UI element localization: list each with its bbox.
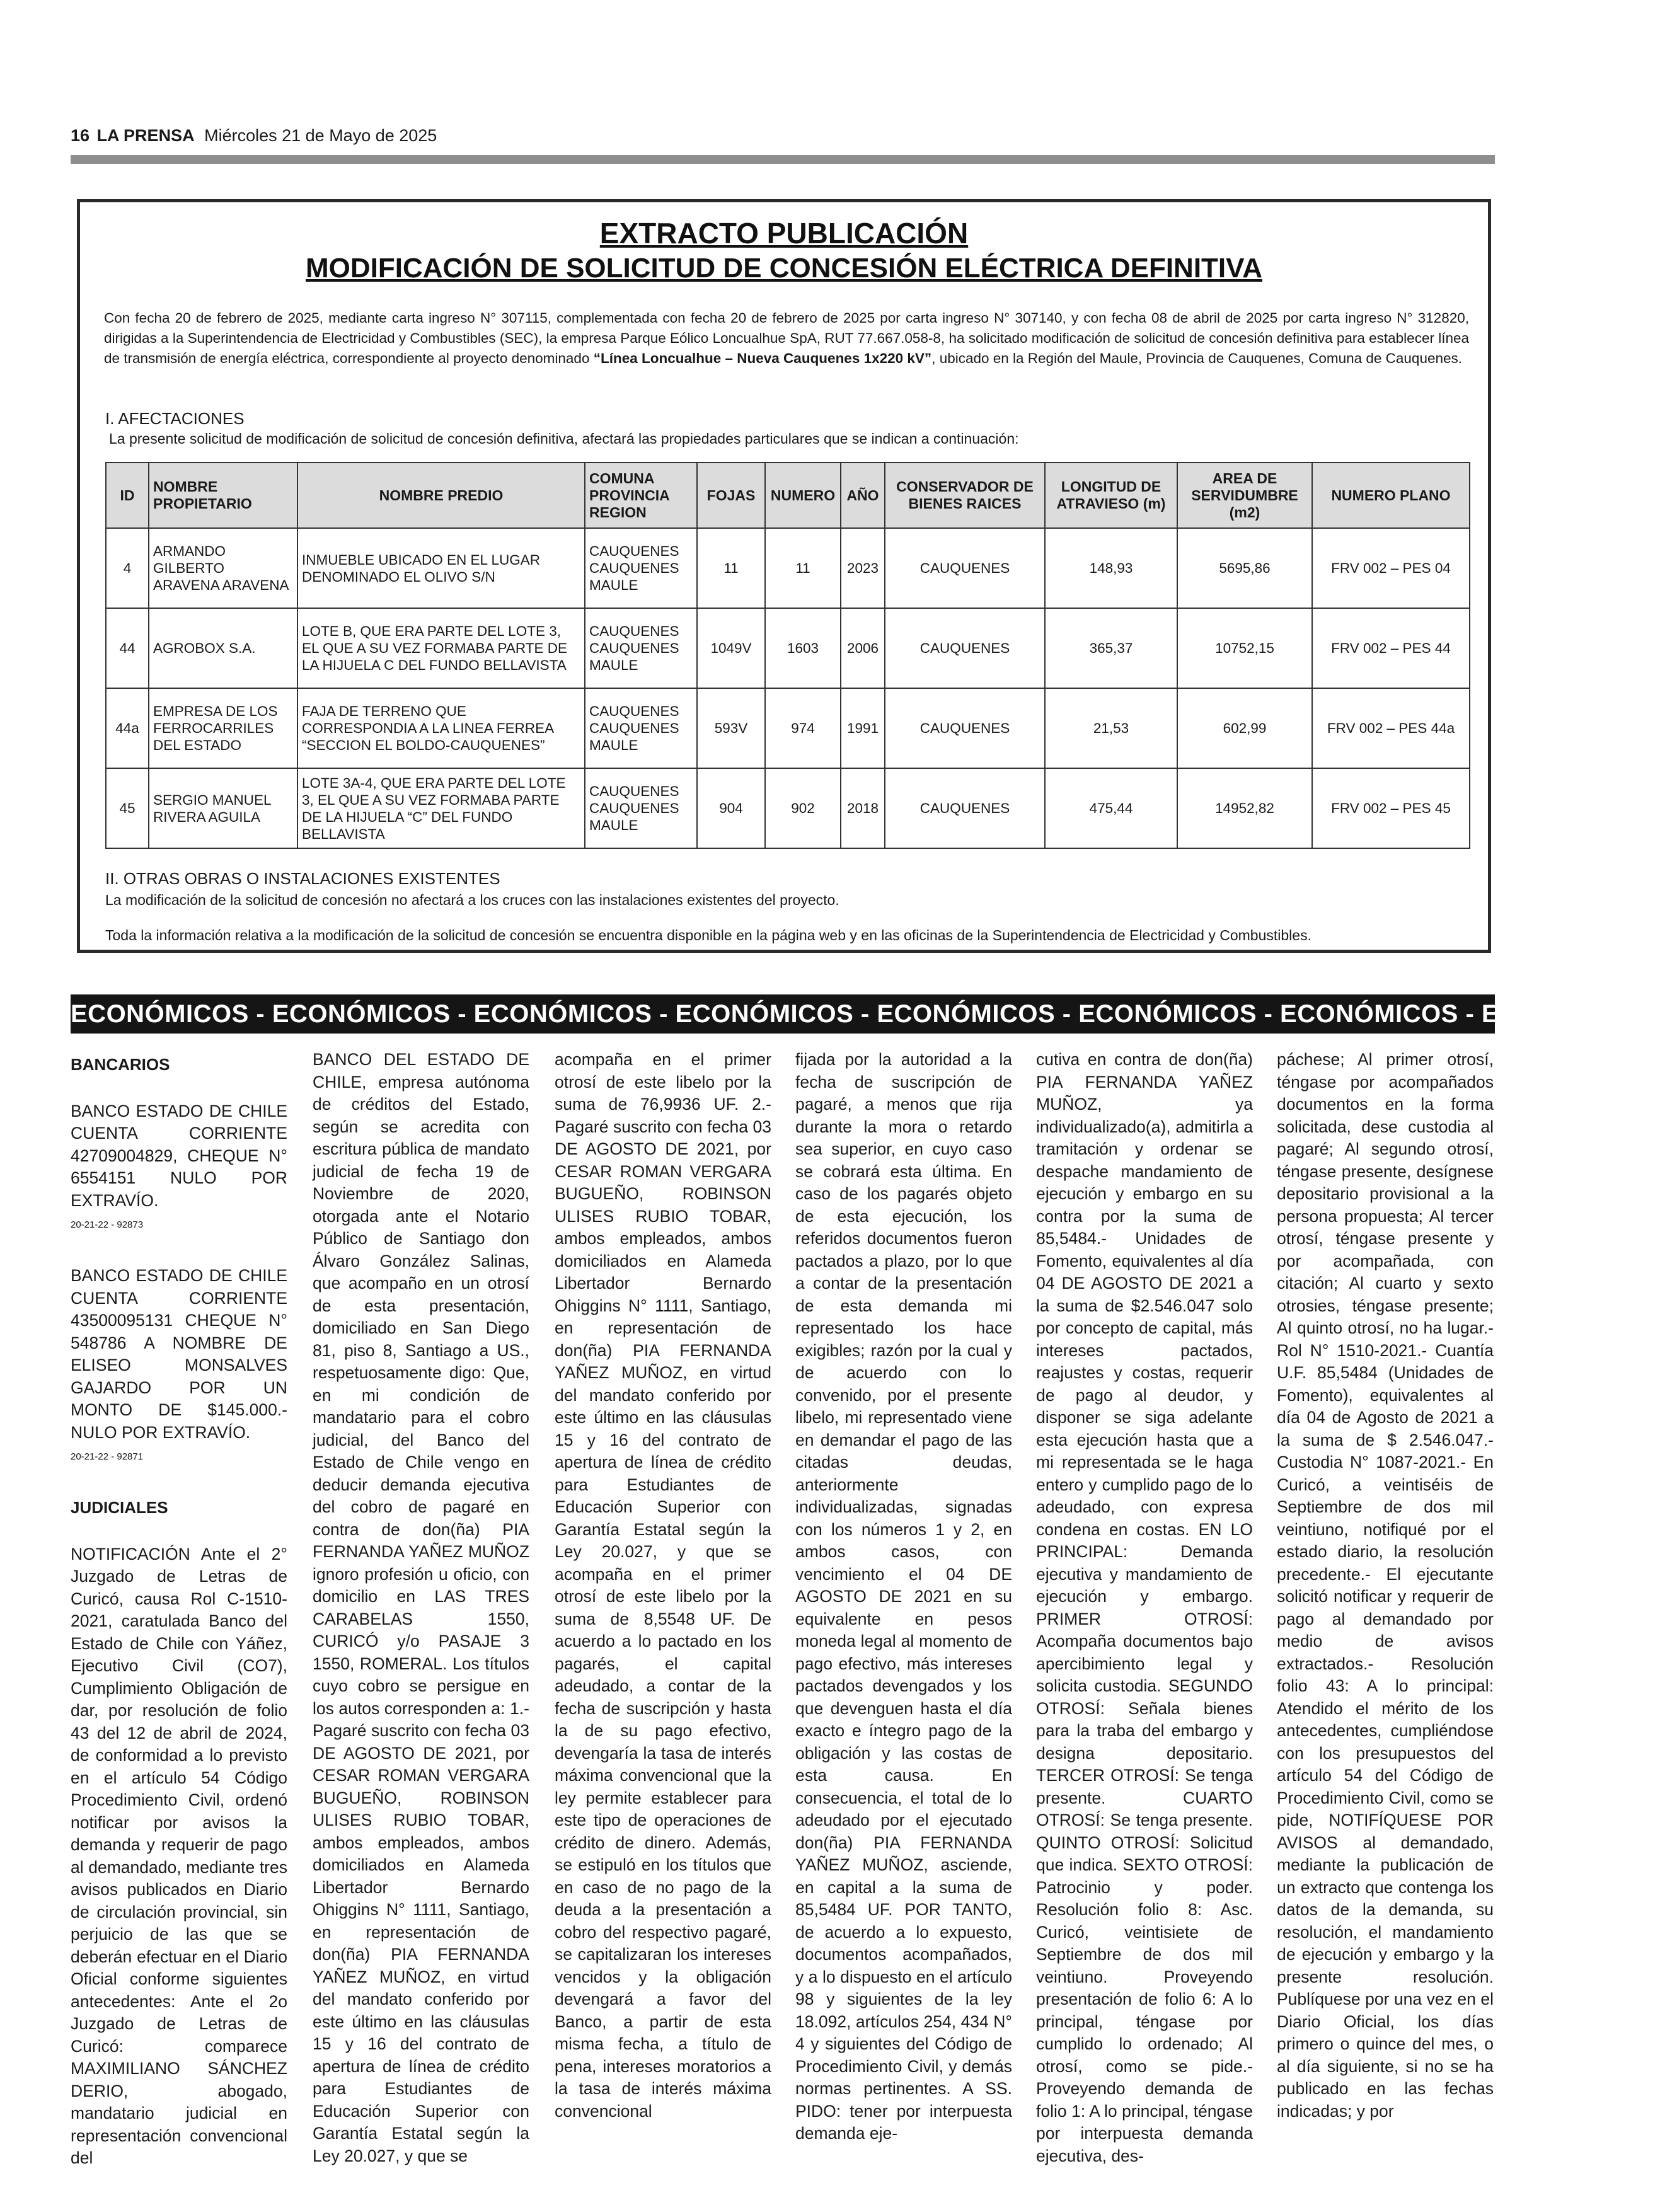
judicial-notice-part-5: cutiva en contra de don(ña) PIA FERNANDA YAÑEZ MUÑOZ, ya individualizado(a), admitirla a tramitación y ordenar se despache mandamiento de ejecución y embargo en su contra por la suma de 85,5484.- Unidades de Fomento, equivalentes al día 04 DE AGOSTO DE 2021 a la suma de $2.546.047 solo por concepto de capital, más intereses pactados, reajustes y costas, requerir de pago al deudor, y disponer se siga adelante esta ejecución hasta que a mi representada se le haga entero y cumplido pago de lo adeudado, con expresa condena en costas. EN LO PRINCIPAL: Demanda ejecutiva y mandamiento de ejecución y embargo. PRIMER OTROSÍ: Acompaña documentos bajo apercibimiento legal y solicita custodia. SEGUNDO OTROSÍ: Señala bienes para la traba del embargo y designa depositario. TERCER OTROSÍ: Se tenga presente. CUARTO OTROSÍ: Se tenga presente. QUINTO OTROSÍ: Solicitud que indica. SEXTO OTROSÍ: Patrocinio y poder. Resolución folio 8: Asc. Curicó, veintisiete de Septiembre de dos mil veintiuno. Proveyendo presentación de folio 6: A lo principal, téngase por cumplido lo ordenado; Al otrosí, como se pide.- Proveyendo demanda de folio 1: A lo principal, téngase por interpuesta demanda ejecutiva, des-: [1036, 1050, 1253, 2165]
col-header-id: ID: [106, 463, 149, 528]
cell-property: LOTE B, QUE ERA PARTE DEL LOTE 3, EL QUE A SU VEZ FORMABA PARTE DE LA HIJUELA C DEL FUNDO BELLAVISTA: [297, 608, 585, 688]
notice-subtitle: MODIFICACIÓN DE SOLICITUD DE CONCESIÓN ELÉCTRICA DEFINITIVA: [305, 253, 1263, 284]
section-1-title: I. AFECTACIONES: [105, 409, 245, 428]
cell-property: INMUEBLE UBICADO EN EL LUGAR DENOMINADO EL OLIVO S/N: [297, 528, 585, 608]
cell-anio: 1991: [841, 688, 885, 768]
cell-fojas: 11: [697, 528, 765, 608]
classified-ad-2: BANCO ESTADO DE CHILE CUENTA CORRIENTE 43500095131 CHEQUE N° 548786 A NOMBRE DE ELISEO MONSALVES GAJARDO POR UN MONTO DE $145.000.- NULO POR EXTRAVÍO.: [71, 1266, 287, 1442]
affected-properties-table: [105, 462, 1470, 849]
cell-fojas: 1049V: [697, 608, 765, 688]
classified-ad-1: BANCO ESTADO DE CHILE CUENTA CORRIENTE 42709004829, CHEQUE N° 6554151 NULO POR EXTRAVÍO.: [71, 1101, 287, 1210]
cell-plan: FRV 002 – PES 45: [1312, 768, 1470, 848]
cell-fojas: 593V: [697, 688, 765, 768]
classifieds-column-1: [71, 1049, 287, 2202]
cell-commune: CAUQUENES CAUQUENES MAULE: [585, 768, 697, 848]
judicial-notice-part-4: fijada por la autoridad a la fecha de suscripción de pagaré, a menos que rija durante la mora o retardo sea superior, en cuyo caso se cobrará esta última. En caso de los pagarés objeto de esta ejecución, los referidos documentos fueron pactados a plazo, por lo que a contar de la presentación de esta demanda mi representado los hace exigibles; razón por la cual y de acuerdo con lo convenido, por el presente libelo, mi representado viene en demandar el pago de las citadas deudas, anteriormente individualizadas, signadas con los números 1 y 2, en ambos casos, con vencimiento el 04 DE AGOSTO DE 2021 en su equivalente en pesos moneda legal al momento de pago efectivo, más intereses pactados devengados y los que devenguen hasta el día exacto e íntegro pago de la obligación y las costas de esta causa. En consecuencia, el total de lo adeudado por el ejecutado don(ña) PIA FERNANDA YAÑEZ MUÑOZ, asciende, en capital a la suma de 85,5484 UF. POR TANTO, de acuerdo a lo expuesto, documentos acompañados, y a lo dispuesto en el artículo 98 y siguientes de la ley 18.092, artículos 254, 434 N° 4 y siguientes del Código de Procedimiento Civil, y demás normas pertinentes. A SS. PIDO: tener por interpuesta demanda eje-: [795, 1050, 1012, 2143]
table-row: [106, 768, 1470, 848]
header-rule: [71, 155, 1495, 164]
section-2-text: La modificación de la solicitud de concesión no afectará a los cruces con las instalaciones existentes del proyecto.: [105, 892, 839, 908]
judicial-notice-part-1: NOTIFICACIÓN Ante el 2° Juzgado de Letras de Curicó, causa Rol C-1510-2021, caratulada Banco del Estado de Chile con Yáñez, Ejecutivo Civil (CO7), Cumplimiento Obligación de dar, por resolución de folio 43 del 12 de abril de 2024, de conformidad a lo previsto en el artículo 54 Código Procedimiento Civil, ordenó notificar por avisos la demanda y requerir de pago al demandado, mediante tres avisos publicados en Diario de circulación provincial, sin perjuicio de las que se deberán efectuar en el Diario Oficial conforme siguientes antecedentes: Ante el 2o Juzgado de Letras de Curicó: comparece MAXIMILIANO SÁNCHEZ DERIO, abogado, mandatario judicial en representación convencional del: [71, 1544, 287, 2167]
cell-numero: 902: [765, 768, 841, 848]
col-header-owner: NOMBRE PROPIETARIO: [149, 463, 297, 528]
issue-date: Miércoles 21 de Mayo de 2025: [204, 126, 437, 145]
project-name: “Línea Loncualhue – Nueva Cauquenes 1x220 kV”: [593, 350, 932, 366]
judicial-notice-part-6: páchese; Al primer otrosí, téngase por acompañados documentos en la forma solicitada, dese custodia al pagaré; Al segundo otrosí, téngase presente, desígnese depositario provisional a la persona propuesta; Al tercer otrosí, téngase presente y por acompañada, con citación; Al cuarto y sexto otrosies, téngase presente; Al quinto otrosí, no ha lugar.- Rol N° 1510-2021.- Cuantía U.F. 85,5484 (Unidades de Fomento), equivalentes al día 04 de Agosto de 2021 a la suma de $ 2.546.047.- Custodia N° 1087-2021.- En Curicó, a veintiséis de Septiembre de dos mil veintiuno, notifiqué por el estado diario, la resolución precedente.- El ejecutante solicitó notificar y requerir de pago al demandado por medio de avisos extractados.- Resolución folio 43: A lo principal: Atendido el mérito de los antecedentes, cumpliéndose con los presupuestos del artículo 54 del Código de Procedimiento Civil, como se pide, NOTIFÍQUESE POR AVISOS al demandado, mediante la publicación de un extracto que contenga los datos de la demanda, su resolución, el mandamiento de ejecución y embargo y la presente resolución. Publíquese por una vez en el Diario Oficial, los días primero o quince del mes, o al día siguiente, si no se ha publicado en las fechas indicadas; y por: [1277, 1050, 1494, 2121]
table-row: [106, 608, 1470, 688]
section-2-title: II. OTRAS OBRAS O INSTALACIONES EXISTENTES: [105, 869, 500, 888]
cell-id: 44: [106, 608, 149, 688]
newspaper-brand: LA PRENSA: [96, 126, 195, 145]
cell-anio: 2023: [841, 528, 885, 608]
col-header-length: LONGITUD DE ATRAVIESO (m): [1045, 463, 1177, 528]
cell-id: 45: [106, 768, 149, 848]
cell-conservador: CAUQUENES: [885, 688, 1045, 768]
cell-area: 602,99: [1177, 688, 1312, 768]
cell-owner: AGROBOX S.A.: [149, 608, 297, 688]
cell-plan: FRV 002 – PES 44: [1312, 608, 1470, 688]
cell-numero: 974: [765, 688, 841, 768]
cell-plan: FRV 002 – PES 44a: [1312, 688, 1470, 768]
col-header-property: NOMBRE PREDIO: [297, 463, 585, 528]
cell-length: 21,53: [1045, 688, 1177, 768]
ad-code-2: 20-21-22 - 92871: [71, 1451, 144, 1462]
cell-id: 4: [106, 528, 149, 608]
cell-property: LOTE 3A-4, QUE ERA PARTE DEL LOTE 3, EL QUE A SU VEZ FORMABA PARTE DE LA HIJUELA “C” DEL FUNDO BELLAVISTA: [297, 768, 585, 848]
col-header-area: AREA DE SERVIDUMBRE (m2): [1177, 463, 1312, 528]
cell-id: 44a: [106, 688, 149, 768]
concession-notice: [77, 199, 1491, 953]
notice-footer: Toda la información relativa a la modificación de la solicitud de concesión se encuentra disponible en la página web y en las oficinas de la Superintendencia de Electricidad y Combustibles.: [105, 927, 1311, 943]
col-header-conservador: CONSERVADOR DE BIENES RAICES: [885, 463, 1045, 528]
ad-code-1: 20-21-22 - 92873: [71, 1219, 144, 1230]
cell-conservador: CAUQUENES: [885, 608, 1045, 688]
col-header-plan: NUMERO PLANO: [1312, 463, 1470, 528]
page-number: 16: [71, 126, 90, 145]
col-header-commune: COMUNA PROVINCIA REGION: [585, 463, 697, 528]
col-header-numero: NUMERO: [765, 463, 841, 528]
cell-area: 14952,82: [1177, 768, 1312, 848]
cell-area: 10752,15: [1177, 608, 1312, 688]
cell-conservador: CAUQUENES: [885, 528, 1045, 608]
col-header-fojas: FOJAS: [697, 463, 765, 528]
classifieds-column-3: [555, 1049, 771, 2202]
notice-title: EXTRACTO PUBLICACIÓN: [599, 217, 969, 250]
cell-commune: CAUQUENES CAUQUENES MAULE: [585, 608, 697, 688]
cell-owner: SERGIO MANUEL RIVERA AGUILA: [149, 768, 297, 848]
page-header: [71, 126, 437, 146]
cell-commune: CAUQUENES CAUQUENES MAULE: [585, 688, 697, 768]
classifieds-column-4: [795, 1049, 1012, 2202]
cell-plan: FRV 002 – PES 04: [1312, 528, 1470, 608]
cell-conservador: CAUQUENES: [885, 768, 1045, 848]
section-heading-judiciales: JUDICIALES: [71, 1498, 168, 1517]
table-row: [106, 688, 1470, 768]
cell-area: 5695,86: [1177, 528, 1312, 608]
classifieds-column-6: [1277, 1049, 1494, 2202]
cell-length: 475,44: [1045, 768, 1177, 848]
cell-owner: EMPRESA DE LOS FERROCARRILES DEL ESTADO: [149, 688, 297, 768]
cell-length: 148,93: [1045, 528, 1177, 608]
cell-numero: 11: [765, 528, 841, 608]
cell-property: FAJA DE TERRENO QUE CORRESPONDIA A LA LINEA FERREA “SECCION EL BOLDO-CAUQUENES”: [297, 688, 585, 768]
cell-length: 365,37: [1045, 608, 1177, 688]
cell-fojas: 904: [697, 768, 765, 848]
col-header-anio: AÑO: [841, 463, 885, 528]
classifieds-banner: ECONÓMICOS - ECONÓMICOS - ECONÓMICOS - ECONÓMICOS - ECONÓMICOS - ECONÓMICOS - ECONÓMICOS - ECONÓMICOS: [71, 994, 1495, 1034]
cell-numero: 1603: [765, 608, 841, 688]
judicial-notice-part-2: BANCO DEL ESTADO DE CHILE, empresa autónoma de créditos del Estado, según se acredita con escritura pública de mandato judicial de fecha 19 de Noviembre de 2020, otorgada ante el Notario Público de Santiago don Álvaro González Salinas, que acompaño en un otrosí de esta presentación, domiciliado en San Diego 81, piso 8, Santiago a US., respetuosamente digo: Que, en mi condición de mandatario para el cobro judicial, del Banco del Estado de Chile vengo en deducir demanda ejecutiva del cobro de pagaré en contra de don(ña) PIA FERNANDA YAÑEZ MUÑOZ ignoro profesión u oficio, con domicilio en LAS TRES CARABELAS 1550, CURICÓ y/o PASAJE 3 1550, ROMERAL. Los títulos cuyo cobro se persigue en los autos corresponden a: 1.- Pagaré suscrito con fecha 03 DE AGOSTO DE 2021, por CESAR ROMAN VERGARA BUGUEÑO, ROBINSON ULISES RUBIO TOBAR, ambos empleados, ambos domiciliados en Alameda Libertador Bernardo Ohiggins N° 1111, Santiago, en representación de don(ña) PIA FERNANDA YAÑEZ MUÑOZ, en virtud del mandato conferido por este último en las cláusulas 15 y 16 del contrato de apertura de línea de crédito para Estudiantes de Educación Superior con Garantía Estatal según la Ley 20.027, y que se: [313, 1050, 529, 2165]
classifieds-column-2: [313, 1049, 529, 2202]
notice-intro: Con fecha 20 de febrero de 2025, mediante carta ingreso N° 307115, complementada con fecha 20 de febrero de 2025 por carta ingreso N° 307140, y con fecha 08 de abril de 2025 por carta ingreso N° 312820, dirigidas a la Superintendencia de Electricidad y Combustibles (SEC), la empresa Parque Eólico Loncualhue SpA, RUT 77.667.058-8, ha solicitado modificación de solicitud de concesión definitiva para establecer línea de transmisión de energía eléctrica, correspondiente al proyecto denominado “Línea Loncualhue – Nueva Cauquenes 1x220 kV”, ubicado en la Región del Maule, Provincia de Cauquenes, Comuna de Cauquenes.: [104, 310, 1469, 366]
table-header-row: [106, 463, 1470, 528]
section-heading-bancarios: BANCARIOS: [71, 1055, 170, 1074]
judicial-notice-part-3: acompaña en el primer otrosí de este libelo por la suma de 76,9936 UF. 2.- Pagaré suscrito con fecha 03 DE AGOSTO DE 2021, por CESAR ROMAN VERGARA BUGUEÑO, ROBINSON ULISES RUBIO TOBAR, ambos empleados, ambos domiciliados en Alameda Libertador Bernardo Ohiggins N° 1111, Santiago, en representación de don(ña) PIA FERNANDA YAÑEZ MUÑOZ, en virtud del mandato conferido por este último en las cláusulas 15 y 16 del contrato de apertura de línea de crédito para Estudiantes de Educación Superior con Garantía Estatal según la Ley 20.027, y que se acompaña en el primer otrosí de este libelo por la suma de 8,5548 UF. De acuerdo a lo pactado en los pagarés, el capital adeudado, a contar de la fecha de suscripción y hasta la de su pago efectivo, devengaría la tasa de interés máxima convencional que la ley permite establecer para este tipo de operaciones de crédito de dinero. Además, se estipuló en los títulos que en caso de no pago de la deuda a la presentación a cobro del respectivo pagaré, se capitalizaran los intereses vencidos y la obligación devengará a favor del Banco, a partir de esta misma fecha, a título de pena, intereses moratorios a la tasa de interés máxima convencional: [555, 1050, 771, 2121]
classifieds-column-5: [1036, 1049, 1253, 2202]
cell-anio: 2006: [841, 608, 885, 688]
cell-owner: ARMANDO GILBERTO ARAVENA ARAVENA: [149, 528, 297, 608]
cell-anio: 2018: [841, 768, 885, 848]
table-row: [106, 528, 1470, 608]
cell-commune: CAUQUENES CAUQUENES MAULE: [585, 528, 697, 608]
section-1-text: La presente solicitud de modificación de solicitud de concesión definitiva, afectará las propiedades particulares que se indican a continuación:: [109, 430, 1019, 447]
